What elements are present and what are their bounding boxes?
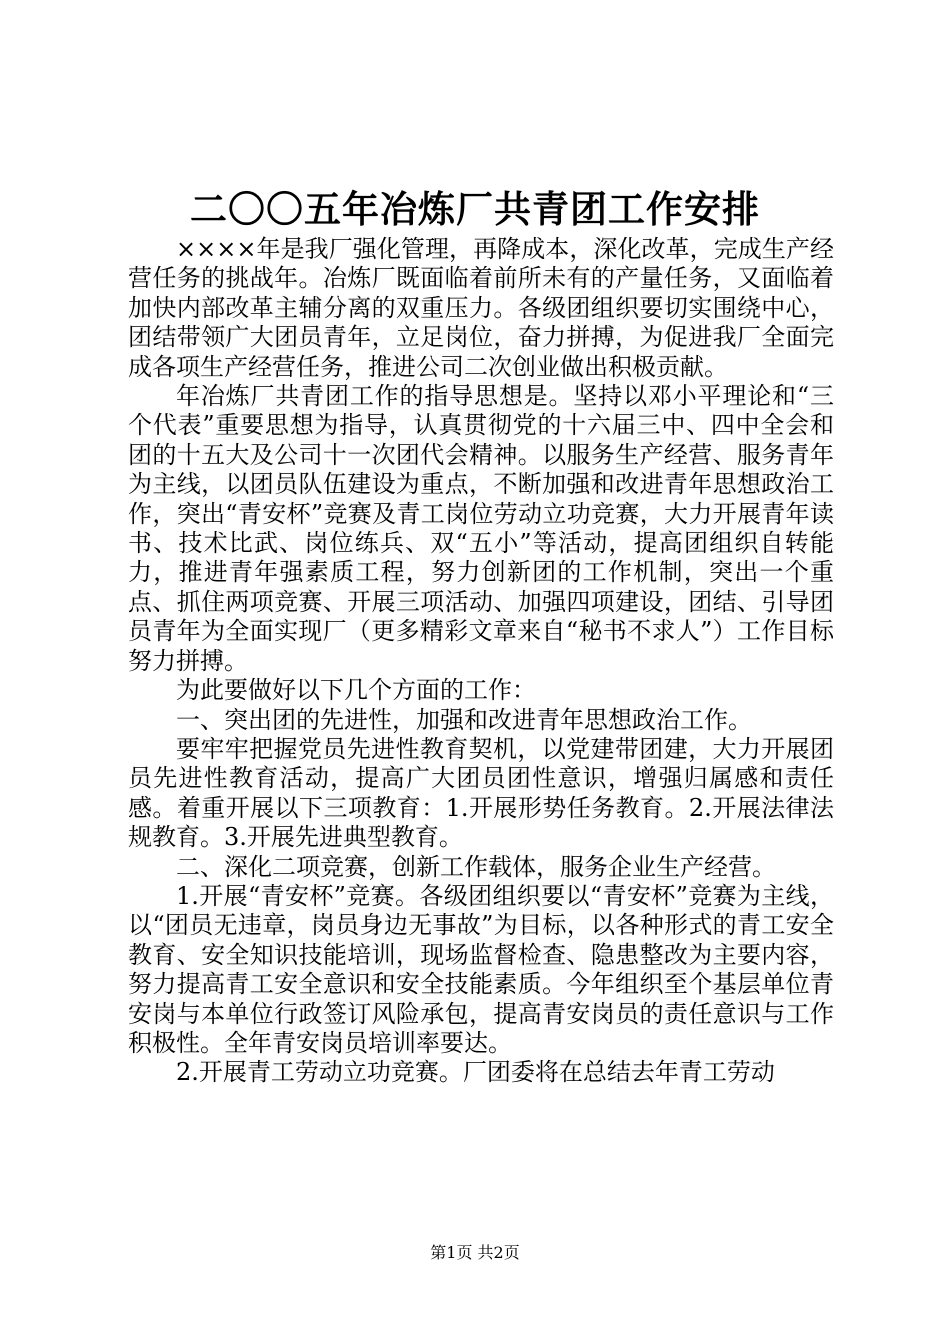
paragraph-labor-competition: 2.开展青工劳动立功竞赛。厂团委将在总结去年青工劳动	[176, 1058, 775, 1087]
paragraph-tasks-lead: 为此要做好以下几个方面的工作：	[176, 676, 536, 705]
section-heading-two: 二、深化二项竞赛，创新工作载体，服务企业生产经营。	[176, 852, 776, 881]
paragraph-education: 要牢牢把握党员先进性教育契机，以党建带团建，大力开展团员先进性教育活动，提高广大团员团性意识，增强归属感和责任感。着重开展以下三项教育：1.开展形势任务教育。2.开展法律法规教育。3.开展先进典型教育。	[128, 734, 834, 852]
paragraph-guiding-ideology: 年冶炼厂共青团工作的指导思想是。坚持以邓小平理论和“三个代表”重要思想为指导，认真贯彻党的十六届三中、四中全会和团的十五大及公司十一次团代会精神。以服务生产经营、服务青年为主线，以团员队伍建设为重点，不断加强和改进青年思想政治工作，突出“青安杯”竞赛及青工岗位劳动立功竞赛，大力开展青年读书、技术比武、岗位练兵、双“五小”等活动，提高团组织自转能力，推进青年强素质工程，努力创新团的工作机制，突出一个重点、抓住两项竞赛、开展三项活动、加强四项建设，团结、引导团员青年为全面实现厂（更多精彩文章来自“秘书不求人”）工作目标努力拼搏。	[128, 382, 834, 675]
document-title: 二〇〇五年冶炼厂共青团工作安排	[190, 187, 760, 231]
page-number-footer: 第1页 共2页	[430, 1243, 520, 1262]
paragraph-safety-cup: 1.开展“青安杯”竞赛。各级团组织要以“青安杯”竞赛为主线，以“团员无违章，岗员身边无事故”为目标，以各种形式的青工安全教育、安全知识技能培训，现场监督检查、隐患整改为主要内容，努力提高青工安全意识和安全技能素质。今年组织至个基层单位青安岗与本单位行政签订风险承包，提高青安岗员的责任意识与工作积极性。全年青安岗员培训率要达。	[128, 881, 834, 1057]
paragraph-intro: ××××年是我厂强化管理，再降成本，深化改革，完成生产经营任务的挑战年。冶炼厂既面临着前所未有的产量任务，又面临着加快内部改革主辅分离的双重压力。各级团组织要切实围绕中心，团结带领广大团员青年，立足岗位，奋力拼搏，为促进我厂全面完成各项生产经营任务，推进公司二次创业做出积极贡献。	[128, 235, 834, 381]
document-body	[128, 235, 834, 1088]
section-heading-one: 一、突出团的先进性，加强和改进青年思想政治工作。	[176, 705, 752, 734]
